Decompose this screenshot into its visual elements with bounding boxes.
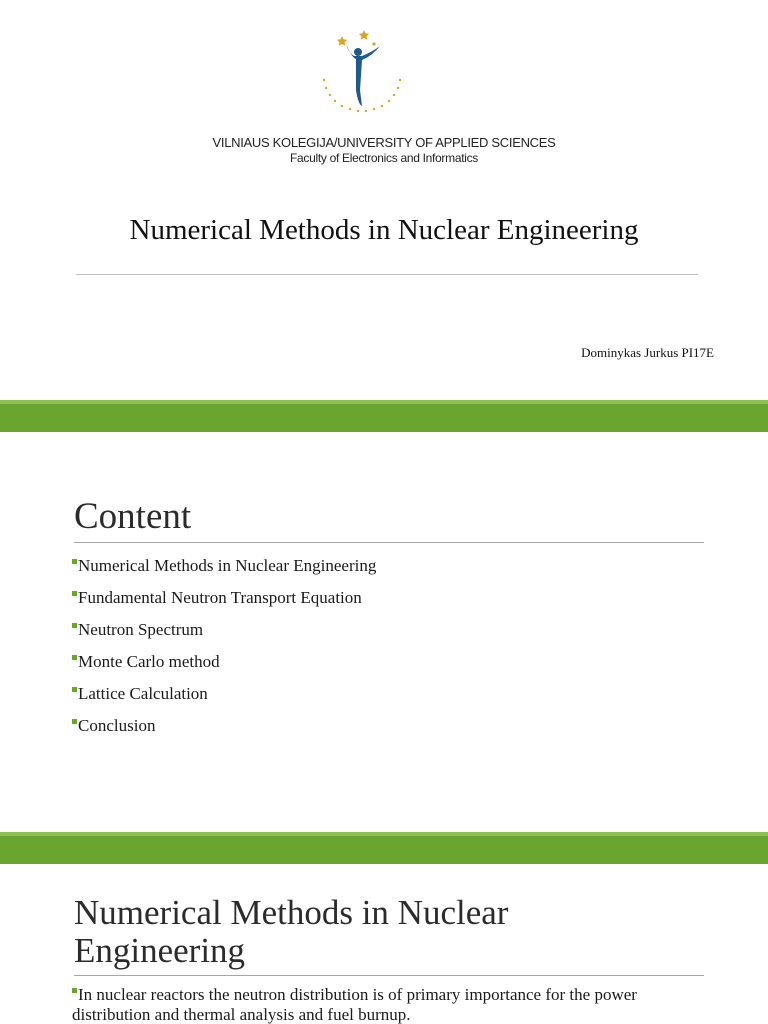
slide-separator — [0, 400, 768, 432]
title-slide — [0, 0, 768, 400]
bullet-icon — [72, 719, 77, 724]
paragraph-text: In nuclear reactors the neutron distribution is of primary importance for the power distribution and thermal analysis and fuel burnup. — [72, 985, 637, 1024]
list-item — [72, 710, 376, 742]
college-logo — [318, 28, 406, 116]
heading-divider — [74, 542, 704, 543]
content-list — [72, 550, 376, 742]
author-name: Dominykas Jurkus PI17E — [581, 345, 714, 360]
slide-heading: Content — [74, 496, 192, 537]
list-item — [72, 678, 376, 710]
body-paragraph — [72, 985, 692, 1024]
list-item — [72, 582, 376, 614]
section-slide — [0, 864, 768, 1024]
faculty-name: Faculty of Electronics and Informatics — [289, 151, 478, 165]
bullet-icon — [72, 687, 77, 692]
bullet-icon — [72, 623, 77, 628]
presentation-title: Numerical Methods in Nuclear Engineering — [129, 214, 639, 246]
list-item-text: Monte Carlo method — [78, 652, 220, 671]
bullet-icon — [72, 559, 77, 564]
title-divider — [76, 274, 698, 275]
list-item-text: Fundamental Neutron Transport Equation — [78, 588, 362, 607]
heading-line: Engineering — [74, 931, 246, 970]
list-item-text: Numerical Methods in Nuclear Engineering — [78, 556, 377, 575]
institution-name: VILNIAUS KOLEGIJA/UNIVERSITY OF APPLIED SCIENCES — [212, 135, 556, 150]
heading-divider — [74, 975, 704, 976]
heading-line: Numerical Methods in Nuclear — [74, 893, 509, 932]
slide-separator — [0, 832, 768, 864]
list-item — [72, 550, 376, 582]
slide-heading — [74, 894, 674, 970]
bullet-icon — [72, 988, 77, 993]
list-item — [72, 646, 376, 678]
list-item-text: Conclusion — [78, 716, 156, 735]
list-item — [72, 614, 376, 646]
list-item-text: Lattice Calculation — [78, 684, 208, 703]
content-slide — [0, 432, 768, 832]
bullet-icon — [72, 591, 77, 596]
bullet-icon — [72, 655, 77, 660]
list-item-text: Neutron Spectrum — [78, 620, 204, 639]
